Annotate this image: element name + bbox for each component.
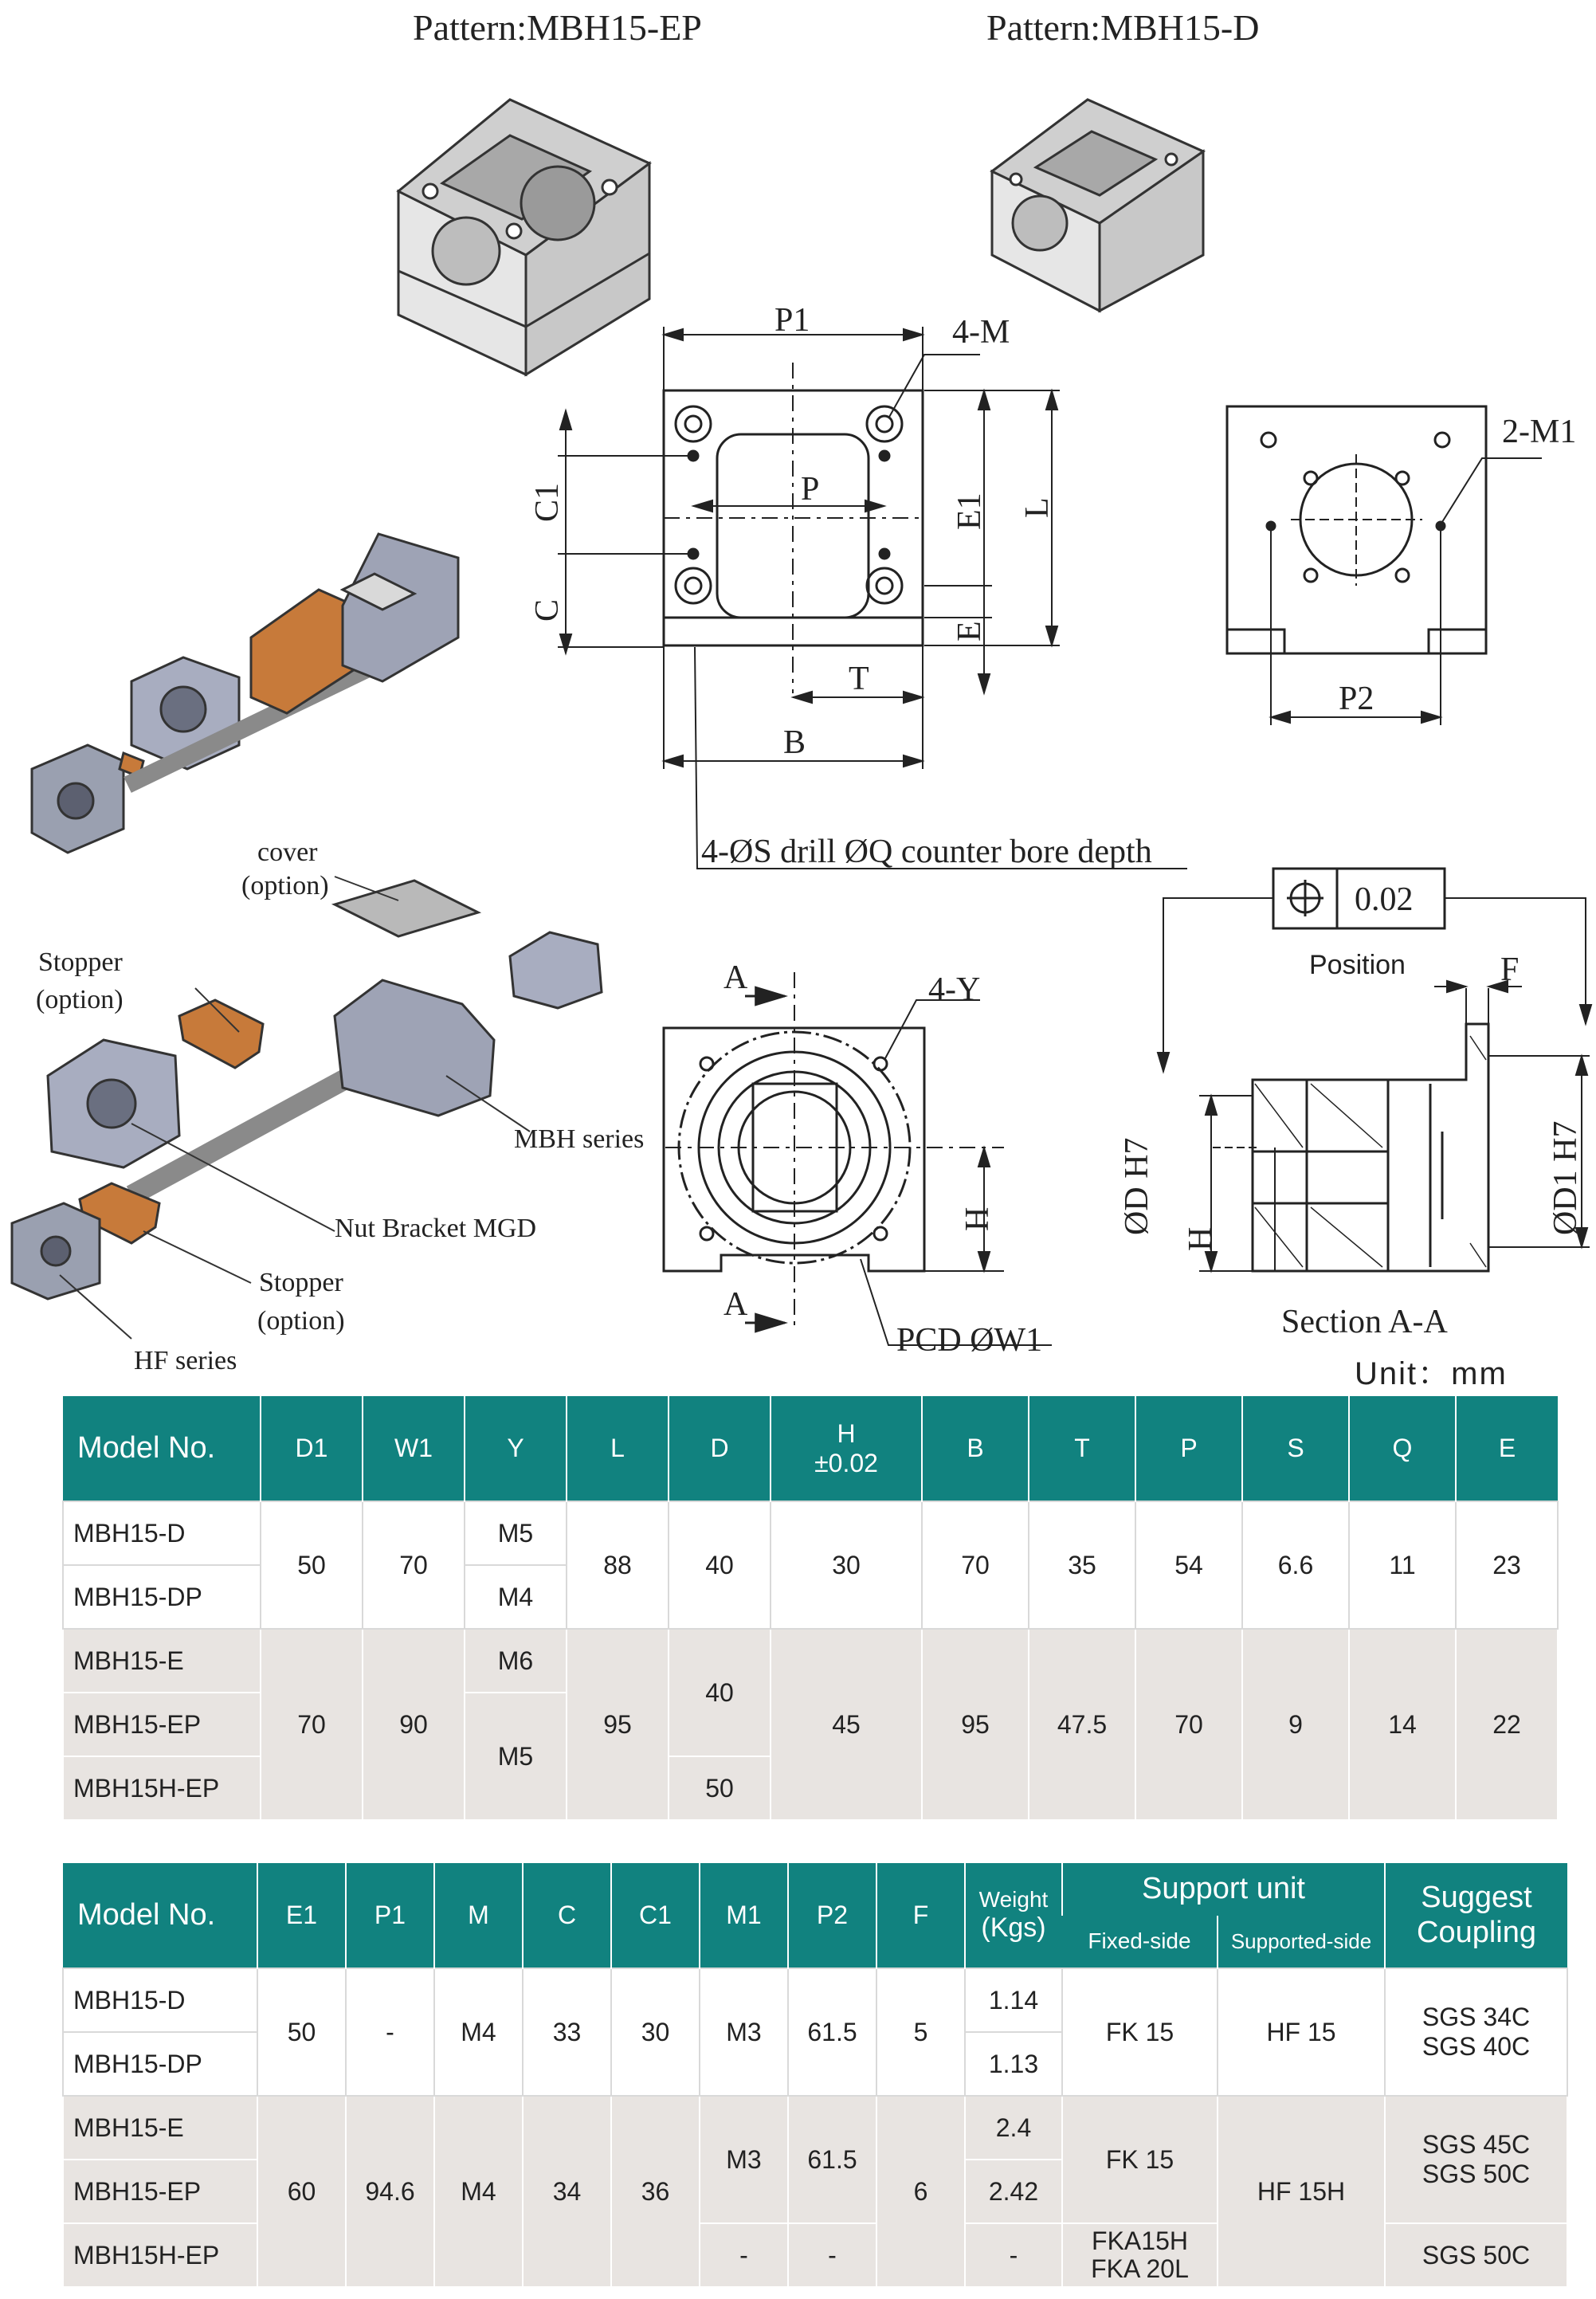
- side-view: [1227, 406, 1542, 725]
- t1-w1: 70: [363, 1501, 465, 1629]
- t2-f: 5: [876, 1968, 965, 2096]
- table-row: [63, 1501, 1558, 1565]
- label-e1: E1: [951, 492, 988, 530]
- t1-model: MBH15-E: [63, 1629, 261, 1693]
- t1-y: M5: [465, 1501, 567, 1565]
- t2-m: M4: [434, 1968, 523, 2096]
- pattern-title-d: Pattern:MBH15-D: [986, 7, 1260, 48]
- label-pcd: PCD ØW1: [896, 1322, 1043, 1359]
- label-c1: C1: [529, 482, 566, 522]
- t2-weight: 2.4: [965, 2096, 1062, 2160]
- pattern-title-ep: Pattern:MBH15-EP: [413, 7, 702, 48]
- label-h-front: H: [959, 1206, 996, 1231]
- label-cover: cover: [257, 838, 318, 867]
- t1-q: 11: [1349, 1501, 1456, 1629]
- t1-w1: 90: [363, 1629, 465, 1820]
- t2-m: M4: [434, 2096, 523, 2287]
- label-counterbore: 4-ØS drill ØQ counter bore depth: [701, 834, 1152, 870]
- t2-model: MBH15-EP: [63, 2160, 257, 2223]
- label-position: Position: [1309, 950, 1406, 980]
- t1-l: 88: [567, 1501, 669, 1629]
- t2-fixed-fka-2: FKA 20L: [1091, 2254, 1189, 2283]
- t1-model: MBH15-D: [63, 1501, 261, 1565]
- t2-header-support-unit: Support unit: [1062, 1863, 1385, 1916]
- t1-header-d: D: [669, 1396, 771, 1501]
- section-view: [1163, 869, 1590, 1271]
- t2-weight: 1.13: [965, 2032, 1062, 2096]
- t1-d: 50: [669, 1756, 771, 1820]
- label-c: C: [529, 598, 566, 622]
- t1-p: 70: [1135, 1629, 1242, 1820]
- t2-fixed: FK 15: [1062, 2096, 1218, 2223]
- t1-t: 47.5: [1029, 1629, 1135, 1820]
- label-stopper-1: Stopper: [38, 947, 123, 977]
- t2-header-model: Model No.: [63, 1863, 257, 1968]
- label-t: T: [849, 661, 869, 697]
- spec-table-1: [62, 1396, 1559, 1821]
- t1-t: 35: [1029, 1501, 1135, 1629]
- t2-coupling-2: SGS 40C: [1421, 2032, 1531, 2061]
- t2-m1: M3: [700, 2096, 788, 2223]
- t2-coupling: SGS 50C: [1385, 2223, 1567, 2287]
- label-hf-series: HF series: [134, 1346, 237, 1375]
- t1-header-l: L: [567, 1396, 669, 1501]
- label-section-aa: Section A-A: [1281, 1304, 1448, 1340]
- label-stopper-2-option: (option): [257, 1306, 345, 1336]
- t1-y: M5: [465, 1693, 567, 1820]
- t1-header-e: E: [1456, 1396, 1558, 1501]
- label-b: B: [783, 724, 806, 761]
- t2-p1: 94.6: [346, 2096, 434, 2287]
- label-section-a-top: A: [723, 959, 748, 996]
- t1-header-b: B: [922, 1396, 1029, 1501]
- t1-header-model: Model No.: [63, 1396, 261, 1501]
- t2-weight: -: [965, 2223, 1062, 2287]
- t2-e1: 60: [257, 2096, 346, 2287]
- t2-p2: 61.5: [788, 1968, 876, 2096]
- block-3d-d: [992, 100, 1203, 311]
- spec-table-2: [62, 1863, 1568, 2288]
- front-view: [664, 972, 1052, 1345]
- label-p: P: [801, 471, 820, 508]
- t2-header-supported: Supported-side: [1218, 1916, 1385, 1968]
- t2-p1: -: [346, 1968, 434, 2096]
- t2-header-e1: E1: [257, 1863, 346, 1968]
- t1-p: 54: [1135, 1501, 1242, 1629]
- t2-fixed: FK 15: [1062, 1968, 1218, 2096]
- t1-model: MBH15-EP: [63, 1693, 261, 1756]
- t1-header-h-tol: ±0.02: [814, 1448, 878, 1477]
- t2-header-coupling-2: Coupling: [1417, 1915, 1537, 1949]
- t1-y: M4: [465, 1565, 567, 1629]
- t1-h: 30: [771, 1501, 922, 1629]
- table-row: [63, 2096, 1567, 2160]
- t2-header-m: M: [434, 1863, 523, 1968]
- t1-header-s: S: [1242, 1396, 1349, 1501]
- t1-d: 40: [669, 1629, 771, 1756]
- t1-q: 14: [1349, 1629, 1456, 1820]
- t2-weight: 1.14: [965, 1968, 1062, 2032]
- t2-model: MBH15-E: [63, 2096, 257, 2160]
- t1-header-h: [771, 1396, 922, 1501]
- t2-weight: 2.42: [965, 2160, 1062, 2223]
- t1-e: 23: [1456, 1501, 1558, 1629]
- label-section-a-bottom: A: [723, 1286, 748, 1323]
- t2-p2: -: [788, 2223, 876, 2287]
- table-row: [63, 1968, 1567, 2032]
- top-view: [558, 327, 1187, 869]
- label-tolerance: 0.02: [1355, 881, 1414, 918]
- t1-d: 40: [669, 1501, 771, 1629]
- t2-model: MBH15-D: [63, 1968, 257, 2032]
- unit-label: Unit：mm: [1355, 1356, 1508, 1391]
- label-4m: 4-M: [952, 314, 1010, 351]
- t1-header-y: Y: [465, 1396, 567, 1501]
- t1-header-d1: D1: [261, 1396, 363, 1501]
- t2-supported: HF 15H: [1218, 2096, 1385, 2287]
- t1-d1: 70: [261, 1629, 363, 1820]
- t2-header-fixed: Fixed-side: [1062, 1916, 1218, 1968]
- t2-m1: -: [700, 2223, 788, 2287]
- t2-header-c: C: [523, 1863, 611, 1968]
- t2-m1: M3: [700, 1968, 788, 2096]
- t1-header-p: P: [1135, 1396, 1242, 1501]
- t1-e: 22: [1456, 1629, 1558, 1820]
- block-3d-ep: [398, 100, 649, 375]
- t1-header-t: T: [1029, 1396, 1135, 1501]
- t1-y: M6: [465, 1629, 567, 1693]
- t1-header-h-label: H: [837, 1418, 856, 1448]
- label-cover-option: (option): [241, 871, 329, 900]
- t2-header-c1: C1: [611, 1863, 700, 1968]
- label-l: L: [1019, 497, 1056, 518]
- t2-header-coupling-1: Suggest: [1421, 1880, 1532, 1914]
- t2-coupling-1: SGS 34C: [1421, 2003, 1531, 2031]
- t1-d1: 50: [261, 1501, 363, 1629]
- t2-e1: 50: [257, 1968, 346, 2096]
- t2-header-coupling: [1385, 1863, 1567, 1968]
- t2-coupling-1: SGS 45C: [1421, 2130, 1531, 2159]
- t2-header-m1: M1: [700, 1863, 788, 1968]
- label-h-section: H: [1182, 1226, 1219, 1251]
- label-od1-h7: ØD1 H7: [1547, 1120, 1584, 1235]
- label-f: F: [1500, 951, 1520, 988]
- t1-b: 95: [922, 1629, 1029, 1820]
- t1-s: 6.6: [1242, 1501, 1349, 1629]
- t2-f: 6: [876, 2096, 965, 2287]
- t2-coupling-2: SGS 50C: [1421, 2160, 1531, 2188]
- t2-c: 34: [523, 2096, 611, 2287]
- label-e: E: [951, 621, 988, 641]
- t2-c1: 36: [611, 2096, 700, 2287]
- t1-s: 9: [1242, 1629, 1349, 1820]
- t2-fixed-fka-1: FKA15H: [1092, 2226, 1188, 2255]
- t1-model: MBH15-DP: [63, 1565, 261, 1629]
- t2-supported: HF 15: [1218, 1968, 1385, 2096]
- label-mbh-series: MBH series: [514, 1124, 645, 1154]
- label-4y: 4-Y: [928, 971, 981, 1008]
- t2-p2: 61.5: [788, 2096, 876, 2223]
- t2-c: 33: [523, 1968, 611, 2096]
- label-p2: P2: [1339, 681, 1374, 717]
- t1-header-q: Q: [1349, 1396, 1456, 1501]
- t2-fixed-fka: [1062, 2223, 1218, 2287]
- t2-model: MBH15H-EP: [63, 2223, 257, 2287]
- t2-header-weight: [965, 1863, 1062, 1968]
- t1-h: 45: [771, 1629, 922, 1820]
- t1-l: 95: [567, 1629, 669, 1820]
- label-2m1: 2-M1: [1502, 414, 1577, 450]
- assembly-illustration-1: [32, 534, 458, 853]
- label-nut-bracket: Nut Bracket MGD: [335, 1214, 537, 1243]
- t1-b: 70: [922, 1501, 1029, 1629]
- t2-header-p1: P1: [346, 1863, 434, 1968]
- t1-model: MBH15H-EP: [63, 1756, 261, 1820]
- label-stopper-1-option: (option): [36, 985, 124, 1014]
- t2-header-weight-unit: (Kgs): [981, 1913, 1046, 1944]
- t2-header-weight-label: Weight: [978, 1886, 1049, 1912]
- table-row: [63, 1629, 1558, 1693]
- label-stopper-2: Stopper: [259, 1268, 343, 1297]
- t2-header-f: F: [876, 1863, 965, 1968]
- label-od-h7: ØD H7: [1119, 1137, 1155, 1235]
- t1-header-w1: W1: [363, 1396, 465, 1501]
- t2-c1: 30: [611, 1968, 700, 2096]
- t2-coupling: [1385, 1968, 1567, 2096]
- t2-coupling: [1385, 2096, 1567, 2223]
- t2-header-p2: P2: [788, 1863, 876, 1968]
- t2-model: MBH15-DP: [63, 2032, 257, 2096]
- label-p1: P1: [774, 302, 810, 339]
